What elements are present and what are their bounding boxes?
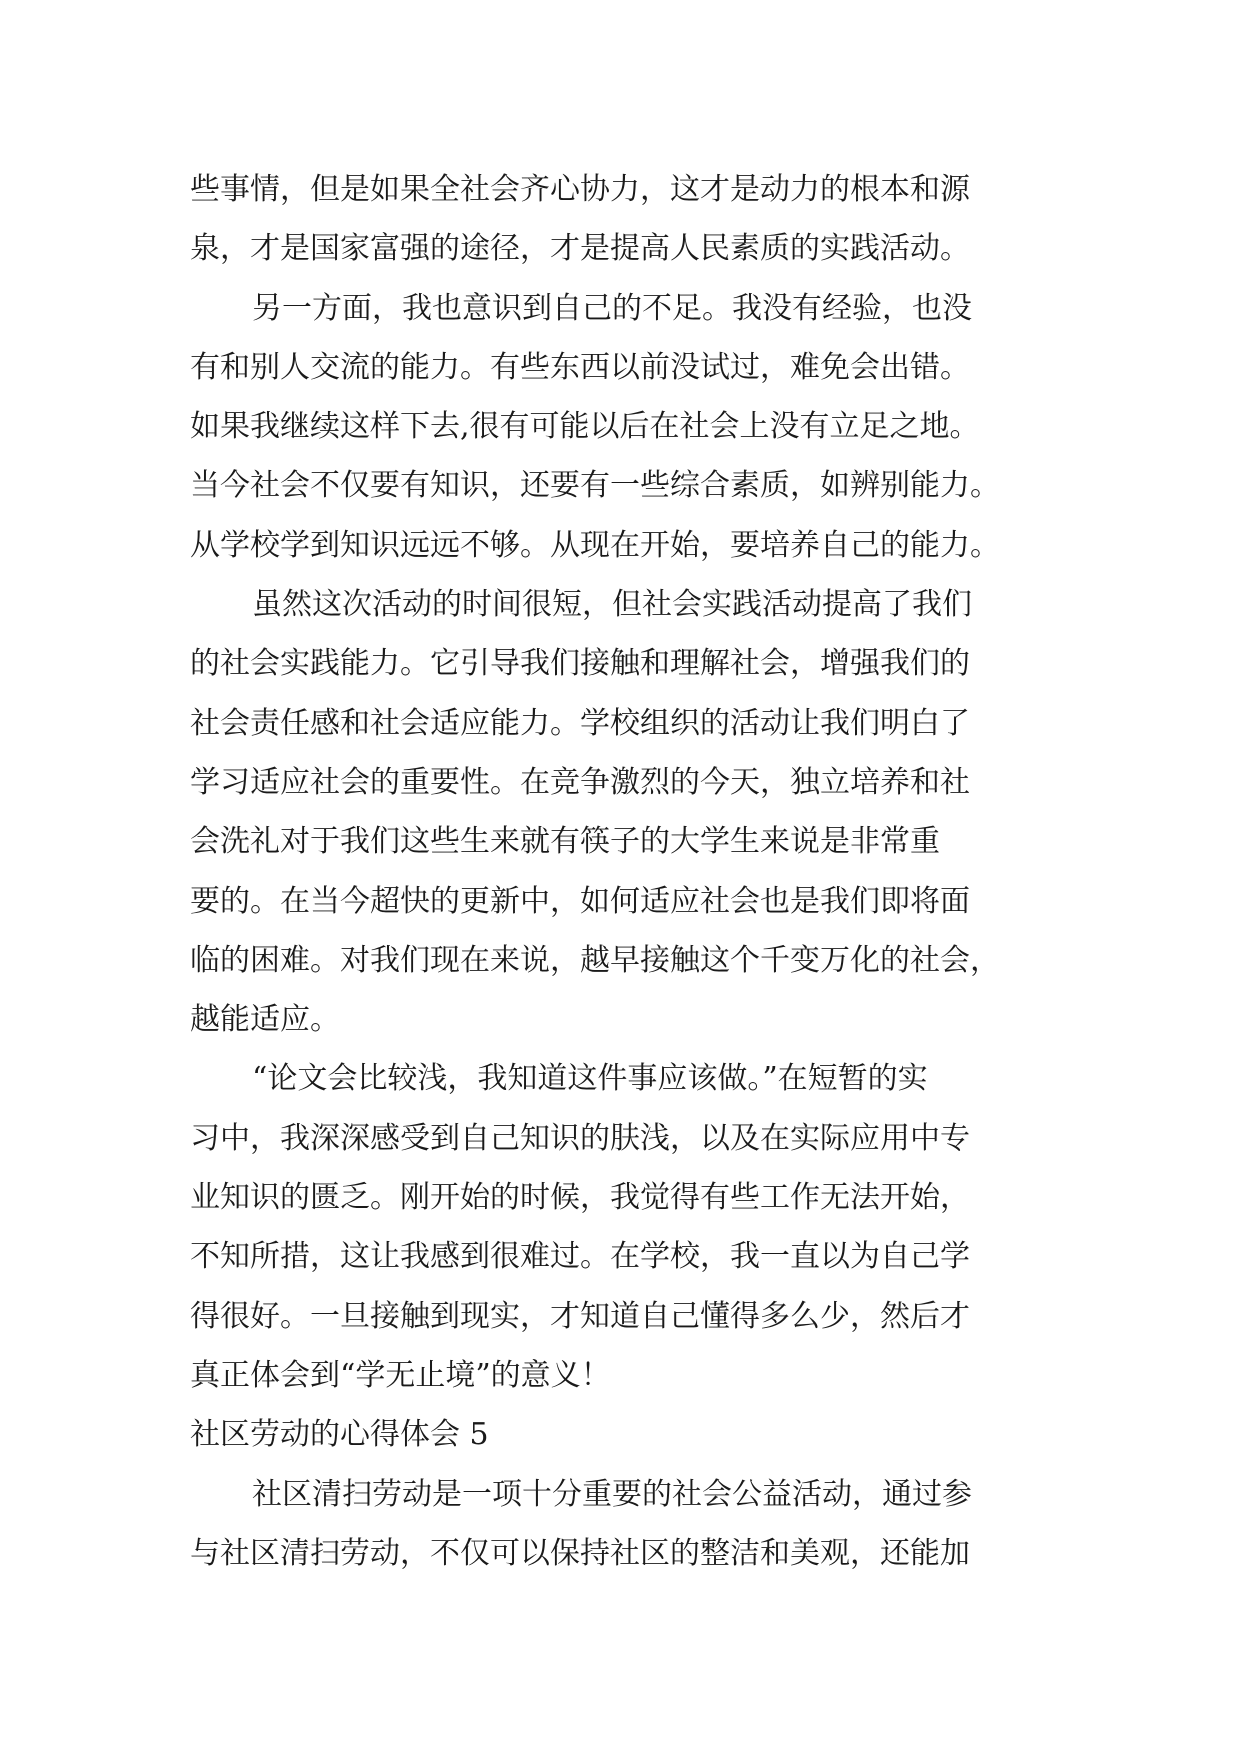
text-line: 习中，我深深感受到自己知识的肤浅，以及在实际应用中专 — [190, 1120, 970, 1156]
paragraph-3 — [190, 575, 1058, 1049]
text-line: 泉，才是国家富强的途径，才是提高人民素质的实践活动。 — [190, 231, 970, 267]
text-line: 学习适应社会的重要性。在竞争激烈的今天，独立培养和社 — [190, 764, 970, 800]
text-line: 另一方面，我也意识到自己的不足。我没有经验，也没 — [252, 290, 972, 326]
text-line: 虽然这次活动的时间很短，但社会实践活动提高了我们 — [252, 587, 972, 623]
text-line: 得很好。一旦接触到现实，才知道自己懂得多么少，然后才 — [190, 1298, 970, 1334]
text-line: 业知识的匮乏。刚开始的时候，我觉得有些工作无法开始， — [190, 1180, 970, 1216]
text-line: 要的。在当今超快的更新中，如何适应社会也是我们即将面 — [190, 883, 970, 919]
document-page — [190, 160, 1058, 1583]
text-line: 越能适应。 — [190, 1002, 340, 1038]
text-line: 社会责任感和社会适应能力。学校组织的活动让我们明白了 — [190, 705, 970, 741]
paragraph-2 — [190, 279, 1058, 575]
text-line: 从学校学到知识远远不够。从现在开始，要培养自己的能力。 — [190, 527, 1000, 563]
text-line: 真正体会到“学无止境”的意义！ — [190, 1357, 611, 1393]
text-line: 如果我继续这样下去,很有可能以后在社会上没有立足之地。 — [190, 409, 980, 445]
text-line: 会洗礼对于我们这些生来就有筷子的大学生来说是非常重 — [190, 824, 940, 860]
text-line: 不知所措，这让我感到很难过。在学校，我一直以为自己学 — [190, 1239, 970, 1275]
text-line: 些事情，但是如果全社会齐心协力，这才是动力的根本和源 — [190, 172, 970, 207]
text-line: “论文会比较浅，我知道这件事应该做。”在短暂的实 — [252, 1061, 928, 1097]
paragraph-1 — [190, 160, 1058, 279]
text-line: 与社区清扫劳动，不仅可以保持社区的整洁和美观，还能加 — [190, 1535, 970, 1571]
text-line: 的社会实践能力。它引导我们接触和理解社会，增强我们的 — [190, 646, 970, 682]
paragraph-5 — [190, 1465, 1058, 1584]
section-heading: 社区劳动的心得体会 5 — [190, 1417, 489, 1453]
text-line: 当今社会不仅要有知识，还要有一些综合素质，如辨别能力。 — [190, 468, 1000, 504]
text-line: 临的困难。对我们现在来说，越早接触这个千变万化的社会， — [190, 942, 1000, 978]
paragraph-4 — [190, 1049, 1058, 1405]
text-line: 社区清扫劳动是一项十分重要的社会公益活动，通过参 — [252, 1476, 972, 1512]
text-line: 有和别人交流的能力。有些东西以前没试过，难免会出错。 — [190, 349, 970, 385]
